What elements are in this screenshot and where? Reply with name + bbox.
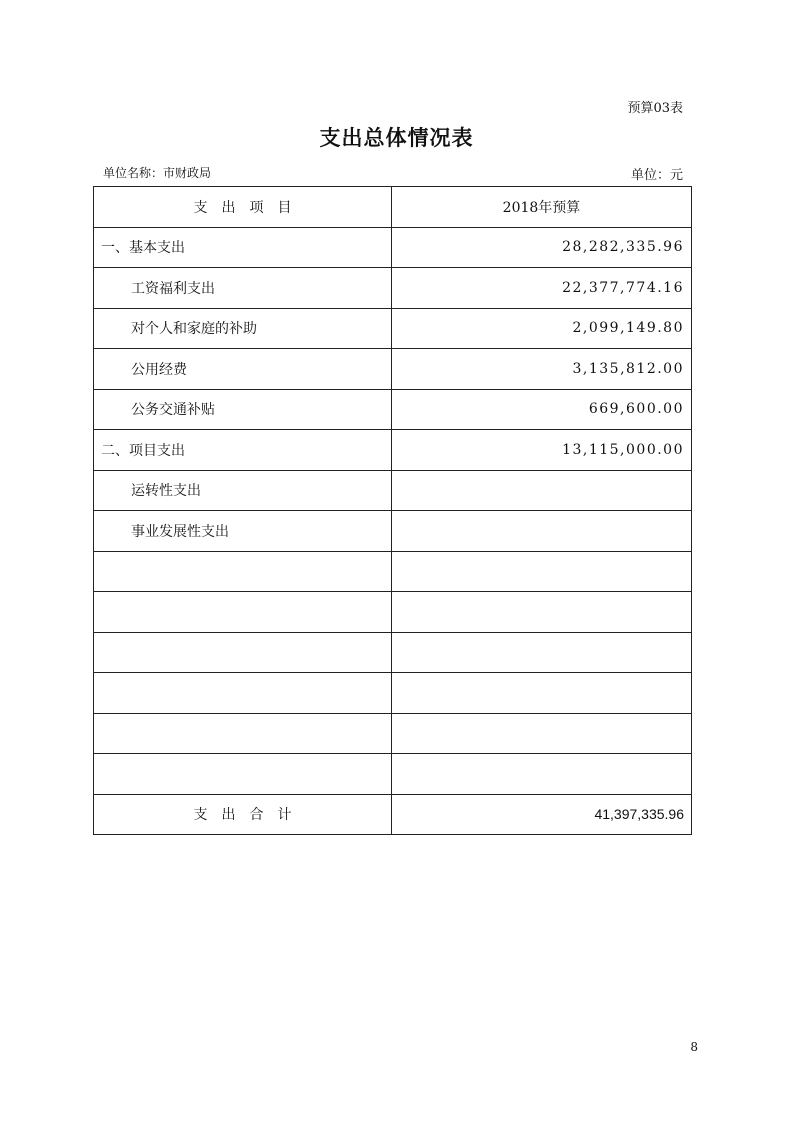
item-label: 事业发展性支出	[94, 511, 392, 552]
item-label	[94, 673, 392, 714]
table-row	[94, 470, 692, 511]
item-label	[94, 551, 392, 592]
header-budget-2018: 2018年预算	[392, 187, 692, 228]
item-amount	[392, 754, 692, 795]
page-number: 8	[690, 1040, 698, 1054]
item-amount	[392, 592, 692, 633]
item-amount: 2,099,149.80	[392, 308, 692, 349]
item-amount	[392, 470, 692, 511]
table-row	[94, 673, 692, 714]
table-row	[94, 349, 692, 390]
item-label	[94, 632, 392, 673]
item-label	[94, 754, 392, 795]
expenditure-table	[93, 186, 692, 835]
page-title: 支出总体情况表	[319, 126, 474, 150]
item-label	[94, 592, 392, 633]
item-label: 公用经费	[94, 349, 392, 390]
table-row	[94, 268, 692, 309]
item-amount: 28,282,335.96	[392, 227, 692, 268]
table-row	[94, 389, 692, 430]
total-amount: 41,397,335.96	[392, 794, 692, 835]
item-amount	[392, 551, 692, 592]
currency-unit-label: 单位：元	[630, 168, 683, 183]
table-header-row	[94, 187, 692, 228]
item-amount	[392, 673, 692, 714]
item-label: 一、基本支出	[94, 227, 392, 268]
item-amount: 3,135,812.00	[392, 349, 692, 390]
item-amount: 13,115,000.00	[392, 430, 692, 471]
table-row	[94, 632, 692, 673]
total-label: 支 出 合 计	[94, 794, 392, 835]
table-row	[94, 592, 692, 633]
item-amount: 22,377,774.16	[392, 268, 692, 309]
item-label: 工资福利支出	[94, 268, 392, 309]
table-row	[94, 308, 692, 349]
item-label: 对个人和家庭的补助	[94, 308, 392, 349]
unit-name-label: 单位名称：市财政局	[103, 166, 212, 180]
item-label: 运转性支出	[94, 470, 392, 511]
item-amount: 669,600.00	[392, 389, 692, 430]
item-label: 二、项目支出	[94, 430, 392, 471]
header-item: 支 出 项 目	[94, 187, 392, 228]
table-row	[94, 227, 692, 268]
item-amount	[392, 713, 692, 754]
item-amount	[392, 511, 692, 552]
table-row	[94, 551, 692, 592]
table-row	[94, 754, 692, 795]
item-amount	[392, 632, 692, 673]
item-label	[94, 713, 392, 754]
total-row	[94, 794, 692, 835]
form-number: 预算03表	[627, 101, 683, 116]
item-label: 公务交通补贴	[94, 389, 392, 430]
table-row	[94, 511, 692, 552]
table-row	[94, 430, 692, 471]
table-row	[94, 713, 692, 754]
